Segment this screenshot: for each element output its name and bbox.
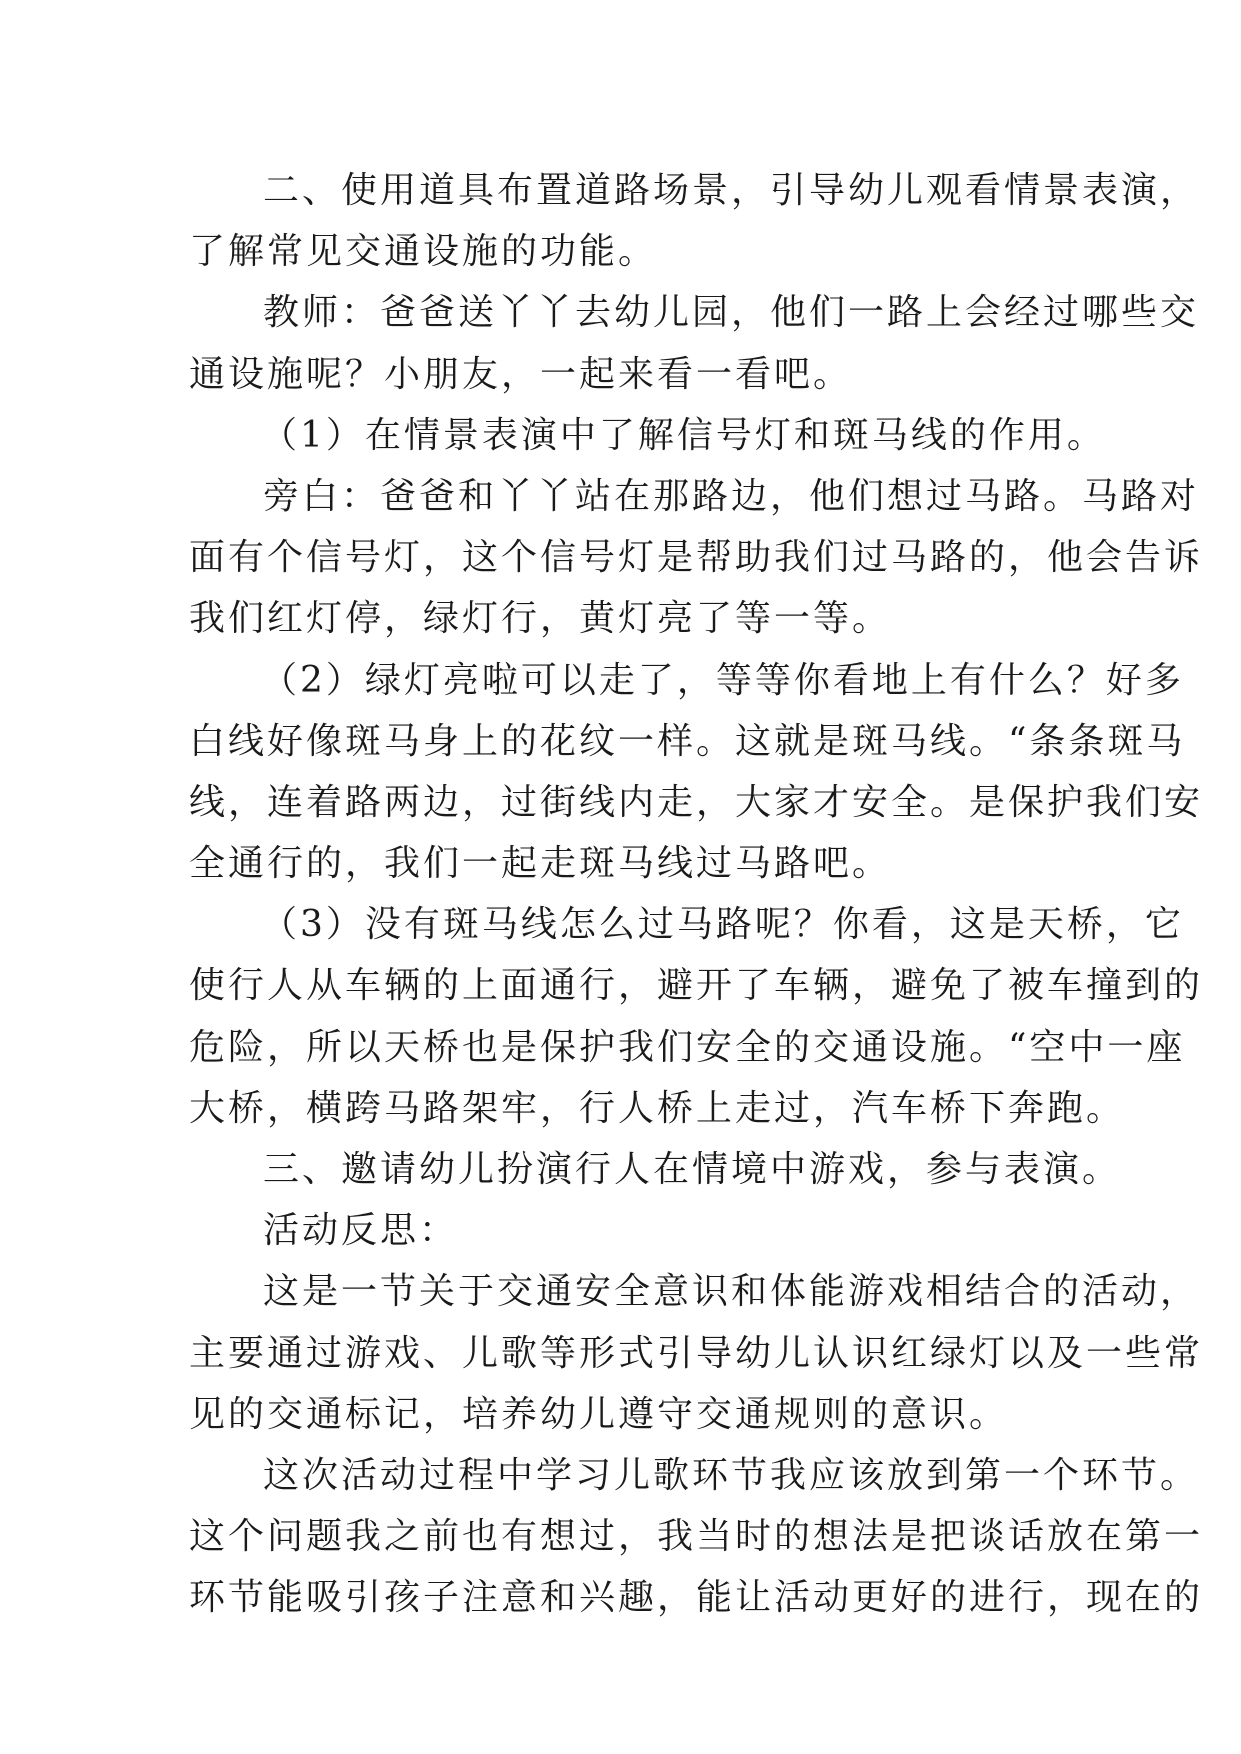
text-line: 三、邀请幼儿扮演行人在情境中游戏，参与表演。 xyxy=(263,1149,1122,1190)
text-line: 教师：爸爸送丫丫去幼儿园，他们一路上会经过哪些交 xyxy=(263,292,1200,334)
text-line: 全通行的，我们一起走斑马线过马路吧。 xyxy=(189,843,892,885)
text-line: 面有个信号灯，这个信号灯是帮助我们过马路的，他会告诉 xyxy=(189,537,1204,579)
text-line: 旁白：爸爸和丫丫站在那路边，他们想过马路。马路对 xyxy=(263,475,1200,517)
text-line: 了解常见交通设施的功能。 xyxy=(189,231,658,273)
text-line: （2）绿灯亮啦可以走了，等等你看地上有什么？好多 xyxy=(261,659,1184,701)
text-line: 通设施呢？小朋友，一起来看一看吧。 xyxy=(189,353,853,395)
text-line: 大桥，横跨马路架牢，行人桥上走过，汽车桥下奔跑。 xyxy=(189,1087,1126,1129)
text-line: 见的交通标记，培养幼儿遵守交通规则的意识。 xyxy=(189,1393,1009,1435)
text-line: 活动反思： xyxy=(263,1210,459,1252)
text-line: 这个问题我之前也有想过，我当时的想法是把谈话放在第一 xyxy=(189,1516,1204,1558)
text-line: 环节能吸引孩子注意和兴趣，能让活动更好的进行，现在的 xyxy=(189,1577,1204,1619)
text-line: 这次活动过程中学习儿歌环节我应该放到第一个环节。 xyxy=(263,1454,1200,1496)
text-line: （1）在情景表演中了解信号灯和斑马线的作用。 xyxy=(261,414,1106,456)
text-line: （3）没有斑马线怎么过马路呢？你看，这是天桥，它 xyxy=(261,904,1184,946)
text-line: 白线好像斑马身上的花纹一样。这就是斑马线。“条条斑马 xyxy=(189,720,1186,762)
document-body xyxy=(189,160,1204,1629)
text-line: 这是一节关于交通安全意识和体能游戏相结合的活动， xyxy=(263,1271,1200,1313)
text-line: 二、使用道具布置道路场景，引导幼儿观看情景表演， xyxy=(263,170,1200,211)
text-line: 主要通过游戏、儿歌等形式引导幼儿认识红绿灯以及一些常 xyxy=(189,1332,1204,1374)
text-line: 我们红灯停，绿灯行，黄灯亮了等一等。 xyxy=(189,598,892,640)
text-line: 线，连着路两边，过街线内走，大家才安全。是保护我们安 xyxy=(189,781,1204,823)
text-line: 使行人从车辆的上面通行，避开了车辆，避免了被车撞到的 xyxy=(189,965,1204,1007)
text-line: 危险，所以天桥也是保护我们安全的交通设施。“空中一座 xyxy=(189,1026,1186,1068)
